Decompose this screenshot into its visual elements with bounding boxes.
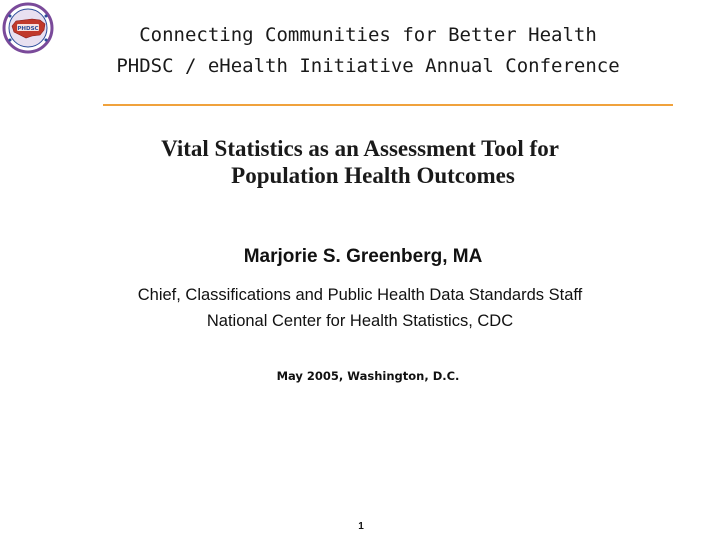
date-location: May 2005, Washington, D.C. <box>276 369 460 383</box>
header-divider <box>103 104 673 106</box>
author-organization: National Center for Health Statistics, CDC <box>206 312 514 330</box>
presentation-title-line1: Vital Statistics as an Assessment Tool for <box>161 136 559 161</box>
author-position: Chief, Classifications and Public Health Data Standards Staff <box>137 286 583 304</box>
presentation-title-line2: Population Health Outcomes <box>231 163 515 188</box>
author-name: Marjorie S. Greenberg, MA <box>243 246 483 267</box>
page-number: 1 <box>358 521 364 532</box>
logo-text: PHDSC <box>17 26 39 32</box>
conference-name: PHDSC / eHealth Initiative Annual Conference <box>116 55 620 77</box>
conference-tagline: Connecting Communities for Better Health <box>139 24 597 46</box>
